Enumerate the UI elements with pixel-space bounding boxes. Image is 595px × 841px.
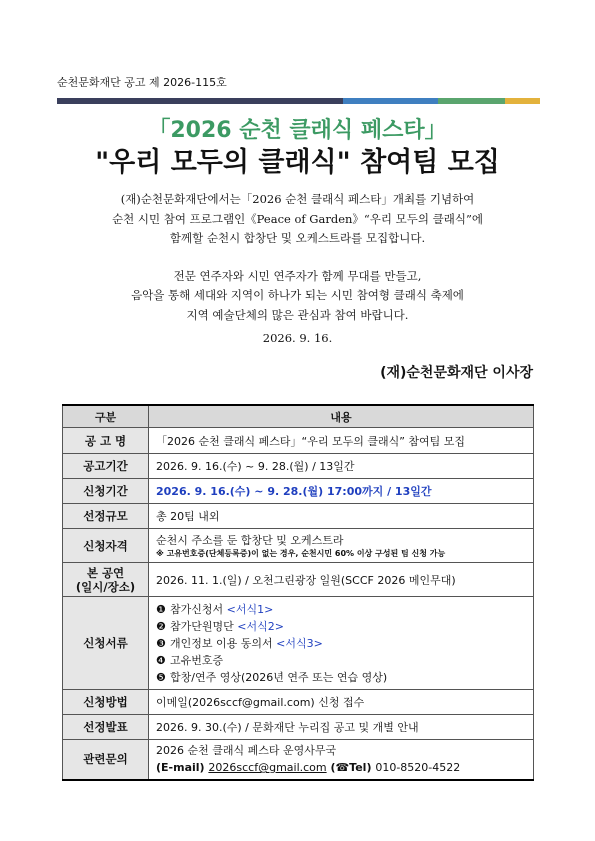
list-item: ❶ 참가신청서 <서식1>: [156, 602, 274, 616]
intro-line: 지역 예술단체의 많은 관심과 참여 바랍니다.: [186, 307, 409, 322]
header-value: 내용: [149, 405, 534, 428]
table-row: [63, 428, 534, 454]
intro-line: 함께할 순천시 합창단 및 오케스트라를 모집합니다.: [169, 231, 426, 245]
row-key-line: (일시/장소): [75, 579, 136, 594]
row-value: 「2026 순천 클래식 페스타」“우리 모두의 클래식” 참여팀 모집: [149, 428, 534, 454]
row-key: [63, 563, 149, 597]
notice-number: 순천문화재단 공고 제 2026-115호: [57, 76, 227, 89]
table-row: [63, 563, 534, 597]
row-key: 신청자격: [63, 529, 149, 563]
documents-list: [149, 597, 534, 690]
intro-line: 음악을 통해 세대와 지역이 하나가 되는 시민 참여형 클래식 축제에: [131, 288, 464, 302]
intro-line: 순천 시민 참여 프로그램인《Peace of Garden》“우리 모두의 클래식”에: [112, 211, 483, 226]
intro-line: (재)순천문화재단에서는「2026 순천 클래식 페스타」개최를 기념하여: [120, 192, 475, 206]
intro-line: 전문 연주자와 시민 연주자가 함께 무대를 만들고,: [173, 268, 422, 283]
number-icon: ❷: [156, 619, 166, 633]
row-value: 2026. 9. 30.(수) / 문화재단 누리집 공고 및 개별 안내: [149, 715, 534, 740]
form-ref: <서식1>: [226, 602, 274, 616]
notice-date: 2026. 9. 16.: [262, 331, 333, 345]
number-icon: ❺: [156, 670, 166, 684]
form-ref: <서식2>: [237, 619, 284, 633]
row-key: 신청서류: [63, 597, 149, 690]
tel-label: (☎Tel): [326, 761, 376, 775]
row-value-highlight: 2026. 9. 16.(수) ~ 9. 28.(월) 17:00까지 / 13일간: [149, 479, 534, 504]
eligibility-note: ※ 고유번호증(단체등록증)이 없는 경우, 순천시민 60% 이상 구성된 팀 신청 가능: [156, 549, 446, 558]
list-item: ❺ 합창/연주 영상(2026년 연주 또는 연습 영상): [156, 670, 388, 684]
row-key: 공고기간: [63, 454, 149, 479]
form-ref: <서식3>: [276, 636, 323, 650]
number-icon: ❹: [156, 653, 166, 667]
row-key: 신청기간: [63, 479, 149, 504]
row-key: 신청방법: [63, 690, 149, 715]
email-label: (E-mail): [156, 761, 209, 775]
row-value: [149, 740, 534, 780]
stripe-yellow: [505, 98, 540, 104]
title-festival: 「2026 순천 클래식 페스타」: [148, 118, 447, 143]
row-value: 이메일(2026sccf@gmail.com) 신청 접수: [149, 690, 534, 715]
table-row: [63, 715, 534, 740]
contact-details: [156, 759, 527, 776]
info-table: [62, 404, 534, 781]
number-icon: ❶: [156, 602, 166, 616]
list-item: ❹ 고유번호증: [156, 653, 224, 667]
row-key: 선정규모: [63, 504, 149, 529]
table-row: [63, 690, 534, 715]
table-row: [63, 597, 534, 690]
row-key: 관련문의: [63, 740, 149, 780]
email-link[interactable]: 2026sccf@gmail.com: [208, 761, 327, 775]
title-recruitment: "우리 모두의 클래식" 참여팀 모집: [95, 147, 500, 178]
list-item: ❷ 참가단원명단 <서식2>: [156, 619, 284, 633]
signature: (재)순천문화재단 이사장: [380, 365, 533, 381]
row-key: 선정발표: [63, 715, 149, 740]
row-value: [149, 529, 534, 563]
stripe-green: [438, 98, 505, 104]
table-row: [63, 479, 534, 504]
stripe-blue: [343, 98, 438, 104]
table-row: [63, 529, 534, 563]
list-item: ❸ 개인정보 이용 동의서 <서식3>: [156, 636, 323, 650]
row-value: 총 20팀 내외: [149, 504, 534, 529]
table-row: [63, 740, 534, 780]
intro-text: [40, 190, 555, 325]
contact-office: 2026 순천 클래식 페스타 운영사무국: [156, 744, 337, 758]
stripe-navy: [57, 98, 343, 104]
row-value: 2026. 9. 16.(수) ~ 9. 28.(월) / 13일간: [149, 454, 534, 479]
table-row: [63, 504, 534, 529]
header-key: 구분: [63, 405, 149, 428]
table-row: [63, 454, 534, 479]
row-value: 2026. 11. 1.(일) / 오천그린광장 일원(SCCF 2026 메인무대): [149, 563, 534, 597]
row-key-line: 본 공연: [86, 565, 125, 580]
table-header-row: [63, 405, 534, 428]
number-icon: ❸: [156, 636, 166, 650]
row-key: 공 고 명: [63, 428, 149, 454]
tel-number: 010-8520-4522: [375, 761, 461, 775]
eligibility-text: 순천시 주소를 둔 합창단 및 오케스트라: [156, 534, 344, 547]
